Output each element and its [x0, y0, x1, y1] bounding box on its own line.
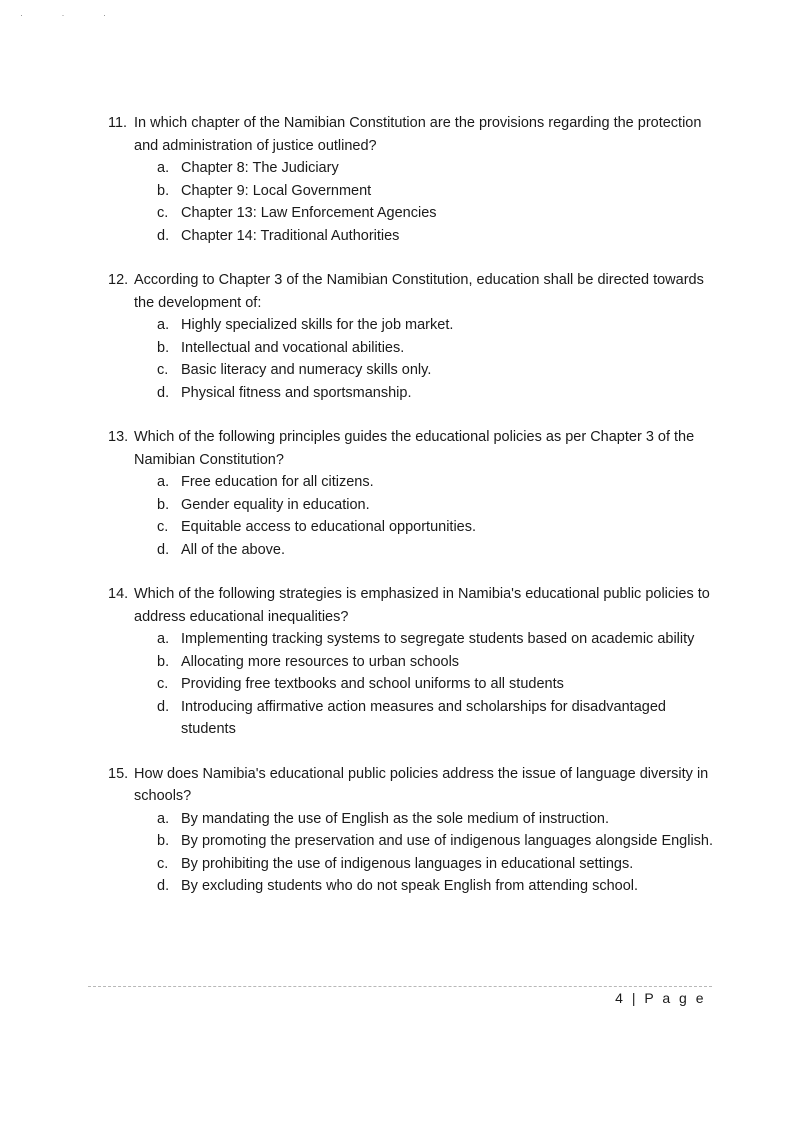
option-d [108, 382, 718, 405]
option-d [108, 539, 718, 562]
question-stem [108, 269, 718, 314]
question-text: How does Namibia's educational public policies address the issue of language diversity in schools? [134, 765, 709, 804]
page-number: 4 | P a g e [615, 990, 706, 1006]
option-a [108, 314, 718, 337]
option-list [108, 808, 718, 898]
option-list [108, 314, 718, 404]
option-text: Free education for all citizens. [181, 474, 374, 490]
option-text: Introducing affirmative action measures and scholarships for disadvantaged students [181, 698, 666, 737]
option-letter: d. [157, 541, 170, 558]
option-letter: c. [157, 519, 169, 535]
option-text: Chapter 14: Traditional Authorities [181, 227, 400, 244]
option-letter: c. [157, 205, 169, 221]
option-text: Intellectual and vocational abilities. [181, 339, 405, 356]
option-a [108, 471, 718, 494]
question-text: According to Chapter 3 of the Namibian Constitution, education shall be directed towards the development of: [134, 272, 704, 311]
option-text: Implementing tracking systems to segregate students based on academic ability [181, 631, 695, 647]
option-text: Chapter 9: Local Government [181, 182, 372, 199]
option-c [108, 359, 718, 382]
option-letter: a. [157, 317, 170, 333]
option-a [108, 157, 718, 180]
option-letter: a. [157, 474, 170, 490]
question-text: Which of the following strategies is emphasized in Namibia's educational public policies to address educational inequalities? [134, 586, 710, 625]
option-text: Equitable access to educational opportunities. [181, 519, 477, 535]
option-text: All of the above. [181, 541, 285, 558]
question-stem [108, 426, 718, 471]
option-text: By promoting the preservation and use of indigenous languages alongside English. [181, 833, 714, 849]
question-stem [108, 112, 718, 157]
option-letter: b. [157, 496, 170, 513]
question-14 [108, 583, 718, 741]
option-text: Highly specialized skills for the job market. [181, 317, 454, 333]
option-list [108, 471, 718, 561]
option-text: Allocating more resources to urban schools [181, 653, 460, 670]
option-letter: a. [157, 160, 170, 176]
option-text: Providing free textbooks and school uniforms to all students [181, 676, 564, 692]
option-text: Physical fitness and sportsmanship. [181, 384, 412, 401]
option-letter: d. [157, 384, 170, 401]
option-text: By prohibiting the use of indigenous languages in educational settings. [181, 855, 634, 872]
question-15 [108, 763, 718, 898]
option-text: By excluding students who do not speak English from attending school. [181, 878, 639, 894]
option-letter: a. [157, 810, 170, 827]
option-letter: d. [157, 227, 170, 244]
option-text: Basic literacy and numeracy skills only. [181, 362, 432, 378]
option-list [108, 157, 718, 247]
question-number: 12. [108, 272, 129, 288]
option-b [108, 494, 718, 517]
question-number: 14. [108, 586, 129, 602]
option-list [108, 628, 718, 741]
option-letter: d. [157, 878, 170, 894]
option-b [108, 830, 718, 853]
option-b [108, 337, 718, 360]
option-letter: c. [157, 362, 169, 378]
option-letter: b. [157, 653, 170, 670]
option-text: Chapter 8: The Judiciary [181, 160, 339, 176]
question-stem [108, 763, 718, 808]
option-letter: c. [157, 676, 169, 692]
option-a [108, 628, 718, 651]
question-text: Which of the following principles guides the educational policies as per Chapter 3 of the Namibian Constitution? [134, 429, 695, 468]
question-12 [108, 269, 718, 404]
option-letter: b. [157, 339, 170, 356]
option-c [108, 853, 718, 876]
option-c [108, 516, 718, 539]
option-d [108, 225, 718, 248]
option-c [108, 673, 718, 696]
question-11 [108, 112, 718, 247]
question-text: In which chapter of the Namibian Constitution are the provisions regarding the protection and administration of justice outlined? [134, 115, 702, 154]
option-letter: b. [157, 833, 170, 849]
option-letter: d. [157, 698, 170, 715]
option-text: By mandating the use of English as the sole medium of instruction. [181, 810, 609, 827]
question-13 [108, 426, 718, 561]
question-number: 11. [108, 115, 128, 131]
footer-divider [88, 986, 712, 987]
option-a [108, 808, 718, 831]
question-number: 15. [108, 765, 129, 782]
option-letter: a. [157, 631, 170, 647]
option-b [108, 651, 718, 674]
option-d [108, 696, 718, 741]
question-number: 13. [108, 429, 129, 445]
option-letter: b. [157, 182, 170, 199]
option-c [108, 202, 718, 225]
option-d [108, 875, 718, 898]
scan-marks: · · · [20, 10, 124, 20]
option-text: Gender equality in education. [181, 496, 370, 513]
question-list [108, 112, 718, 920]
question-stem [108, 583, 718, 628]
option-letter: c. [157, 855, 169, 872]
option-text: Chapter 13: Law Enforcement Agencies [181, 205, 437, 221]
option-b [108, 180, 718, 203]
